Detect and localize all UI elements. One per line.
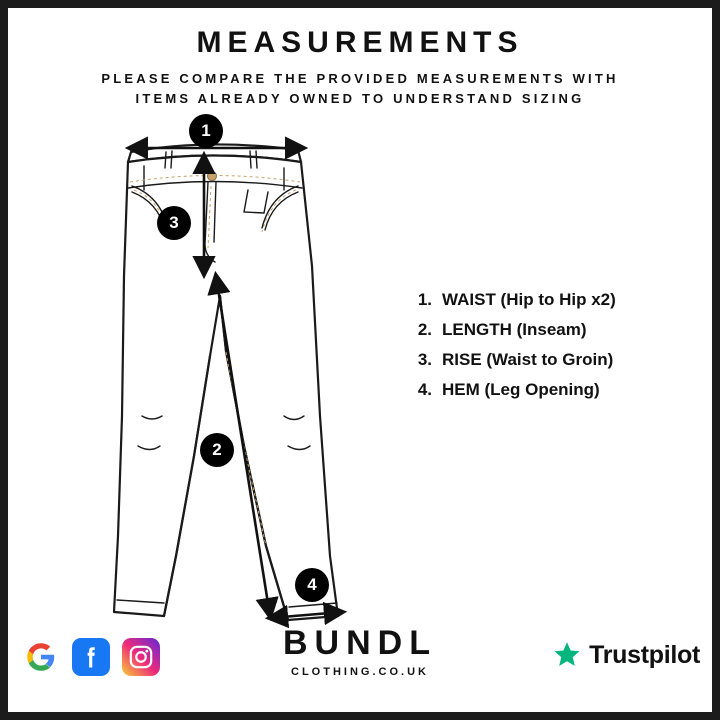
trustpilot-logo[interactable] — [552, 640, 700, 670]
legend-label-1: WAIST (Hip to Hip x2) — [442, 290, 616, 309]
page-subtitle — [40, 69, 680, 109]
jeans-illustration — [98, 116, 418, 636]
legend-item-length — [404, 320, 694, 340]
trustpilot-label: Trustpilot — [589, 640, 700, 669]
legend-number-3: 3. — [417, 350, 432, 369]
star-icon — [552, 640, 582, 670]
jeans-button — [208, 172, 217, 181]
measurement-card — [8, 8, 712, 712]
legend-item-rise — [404, 350, 694, 370]
legend-number-4: 4. — [417, 380, 432, 399]
jeans-diagram — [98, 116, 418, 641]
subtitle-line-1: PLEASE COMPARE THE PROVIDED MEASUREMENTS WITH — [101, 71, 619, 86]
header — [8, 26, 712, 109]
callout-badge-4: 4 — [295, 568, 329, 602]
callout-badge-3: 3 — [157, 206, 191, 240]
legend-label-4: HEM (Leg Opening) — [442, 380, 600, 399]
brand-name: BUNDL — [283, 624, 437, 662]
legend-label-3: RISE (Waist to Groin) — [442, 350, 614, 369]
brand-domain: CLOTHING.CO.UK — [291, 666, 429, 678]
page-title: MEASUREMENTS — [196, 26, 524, 59]
legend-item-hem — [404, 380, 694, 400]
callout-badge-2: 2 — [200, 433, 234, 467]
legend-number-1: 1. — [417, 290, 432, 309]
subtitle-line-2: ITEMS ALREADY OWNED TO UNDERSTAND SIZING — [135, 91, 585, 107]
legend-item-waist — [404, 290, 694, 310]
footer — [8, 618, 712, 704]
measurement-legend — [404, 290, 694, 410]
legend-number-2: 2. — [417, 320, 432, 339]
callout-badge-1: 1 — [189, 114, 223, 148]
legend-label-2: LENGTH (Inseam) — [442, 320, 587, 339]
